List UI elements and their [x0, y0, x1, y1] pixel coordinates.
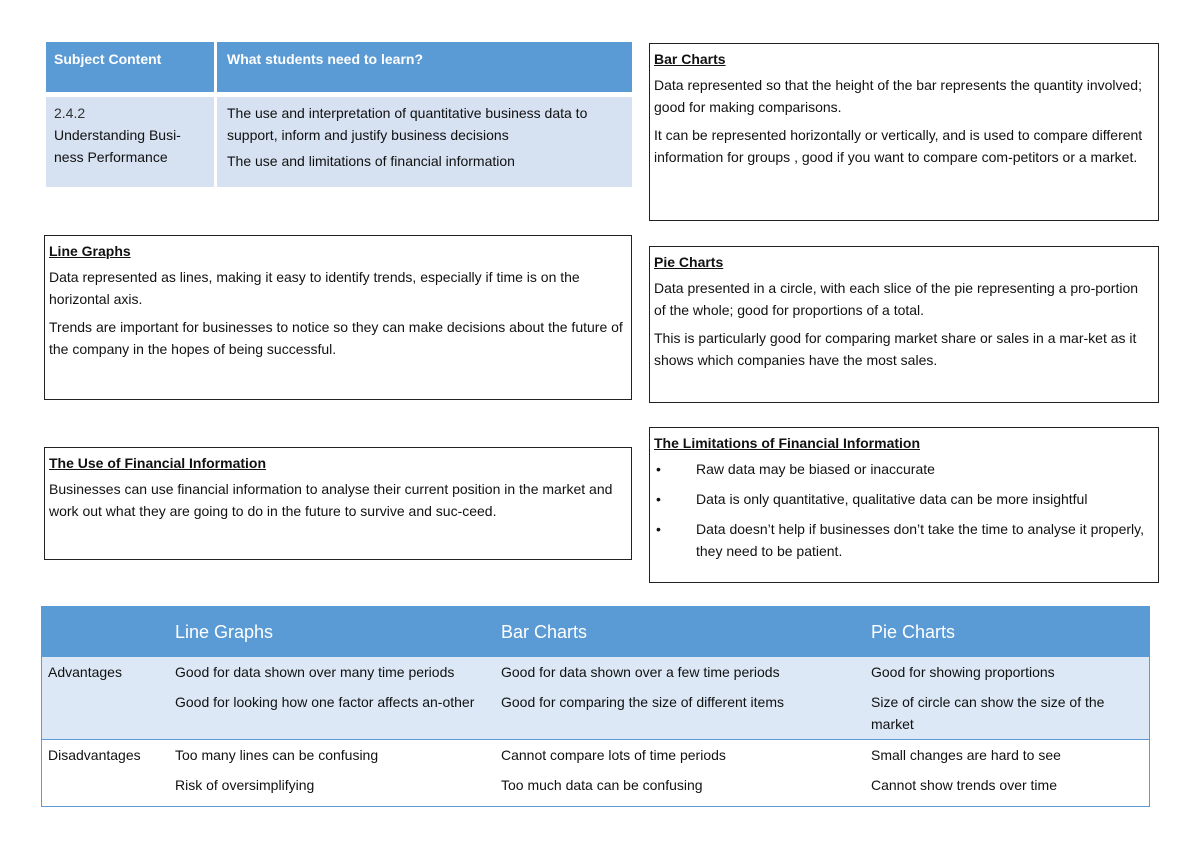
table-cell: [42, 687, 169, 740]
table-cell: Too many lines can be confusing: [169, 740, 495, 771]
learning-cell: [214, 97, 632, 187]
line-graphs-paragraph: Trends are important for businesses to notice so they can make decisions about the future of the company in the hopes of being successful.: [49, 319, 623, 357]
header-pie-charts: Pie Charts: [865, 607, 1149, 657]
subject-table-body: [46, 97, 632, 187]
pie-charts-paragraph: This is particularly good for comparing market share or sales in a mar-ket as it shows which companies have the most sales.: [654, 330, 1137, 368]
bullet-icon: •: [656, 491, 661, 507]
limitations-heading: The Limitations of Financial Information: [654, 435, 921, 451]
table-cell: Too much data can be confusing: [501, 777, 703, 793]
subject-table-header: [46, 42, 632, 92]
learning-point: The use and interpretation of quantitative business data to support, inform and justify business decisions: [227, 105, 588, 143]
limitations-box: [649, 427, 1159, 583]
table-cell: Good for comparing the size of different items: [495, 687, 865, 740]
header-bar-charts: Bar Charts: [495, 607, 865, 657]
list-item: • Raw data may be biased or inaccurate: [654, 458, 1152, 480]
pie-charts-heading: Pie Charts: [654, 254, 724, 270]
bar-charts-paragraph: Data represented so that the height of the bar represents the quantity involved; good for making comparisons.: [654, 77, 1142, 115]
comparison-table: [41, 606, 1150, 807]
subject-content-table: [46, 42, 632, 187]
list-item: • Data doesn’t help if businesses don’t take the time to analyse it properly, they need to be patient.: [654, 518, 1152, 562]
bar-charts-paragraph: It can be represented horizontally or vertically, and is used to compare different information for groups , good if you want to compare com-petitors or a market.: [654, 127, 1143, 165]
table-cell: Good for looking how one factor affects an-other: [169, 687, 495, 740]
line-graphs-heading: Line Graphs: [49, 243, 131, 259]
disadvantages-label: Disadvantages: [42, 740, 169, 771]
header-empty: [42, 607, 169, 657]
bar-charts-heading: Bar Charts: [654, 51, 726, 67]
limitations-list: [654, 458, 1152, 562]
table-row: [42, 770, 1149, 800]
table-cell: Good for showing proportions: [865, 657, 1149, 687]
table-cell: Cannot show trends over time: [871, 777, 1057, 793]
specification-code: 2.4.2: [54, 105, 86, 121]
list-item: • Data is only quantitative, qualitative data can be more insightful: [654, 488, 1152, 510]
table-cell: Size of circle can show the size of the market: [865, 687, 1149, 740]
table-cell: Small changes are hard to see: [865, 740, 1149, 771]
table-row: [42, 687, 1149, 740]
table-row: [42, 657, 1149, 687]
table-row: [42, 740, 1149, 771]
table-cell: [42, 770, 169, 800]
bar-charts-box: [649, 43, 1159, 221]
use-financial-info-paragraph: Businesses can use financial information to analyse their current position in the market and work out what they are going to do in the future to survive and suc-ceed.: [49, 481, 613, 519]
line-graphs-paragraph: Data represented as lines, making it easy to identify trends, especially if time is on the horizontal axis.: [49, 269, 580, 307]
pie-charts-paragraph: Data presented in a circle, with each slice of the pie representing a pro-portion of the whole; good for proportions of a total.: [654, 280, 1139, 318]
subject-content-header: Subject Content: [54, 51, 162, 67]
topic-title: Understanding Busi-ness Performance: [54, 127, 181, 165]
table-cell: Good for data shown over a few time periods: [495, 657, 865, 687]
bullet-icon: •: [656, 461, 661, 477]
advantages-label: Advantages: [42, 657, 169, 687]
what-students-learn-header: What students need to learn?: [214, 42, 632, 92]
table-cell: Risk of oversimplifying: [175, 777, 315, 793]
header-line-graphs: Line Graphs: [169, 607, 495, 657]
bullet-icon: •: [656, 521, 661, 537]
subject-cell: [46, 97, 214, 187]
comparison-header-row: [42, 607, 1149, 657]
pie-charts-box: [649, 246, 1159, 403]
table-cell: Cannot compare lots of time periods: [495, 740, 865, 771]
learning-point: The use and limitations of financial information: [227, 153, 515, 169]
use-financial-info-box: [44, 447, 632, 560]
line-graphs-box: [44, 235, 632, 400]
use-financial-info-heading: The Use of Financial Information: [49, 455, 267, 471]
table-cell: Good for data shown over many time periods: [169, 657, 495, 687]
